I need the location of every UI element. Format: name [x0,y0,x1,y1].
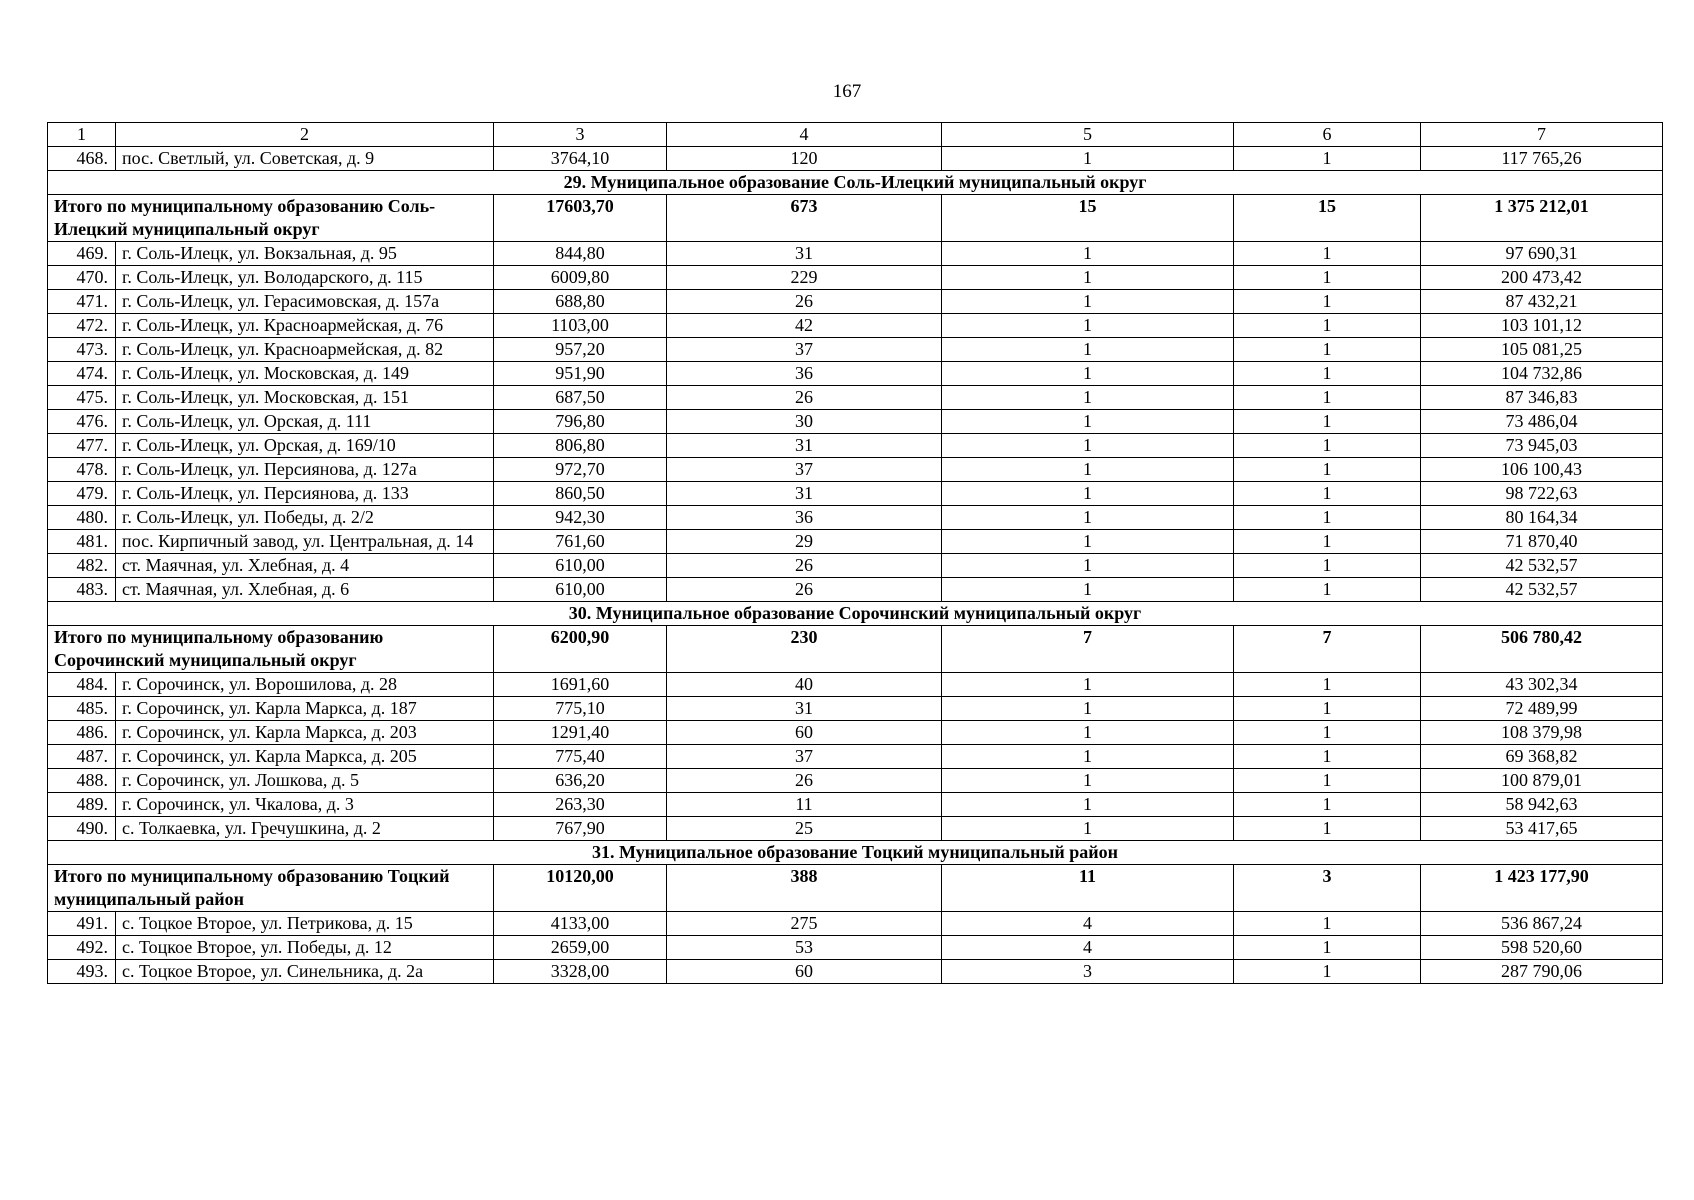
col5-cell: 1 [942,482,1234,506]
area-cell: 775,10 [494,697,667,721]
cost-cell: 87 346,83 [1421,386,1663,410]
table-row [48,793,1663,817]
area-cell: 860,50 [494,482,667,506]
col5-cell: 1 [942,697,1234,721]
area-cell: 610,00 [494,578,667,602]
table-row [48,338,1663,362]
address-cell: г. Сорочинск, ул. Карла Маркса, д. 203 [116,721,494,745]
area-cell: 1103,00 [494,314,667,338]
header-cell: 7 [1421,123,1663,147]
col4-cell: 36 [667,362,942,386]
col6-cell: 1 [1234,458,1421,482]
address-cell: г. Соль-Илецк, ул. Московская, д. 149 [116,362,494,386]
row-number: 470. [48,266,116,290]
col6-cell: 1 [1234,410,1421,434]
area-cell: 942,30 [494,506,667,530]
area-cell: 1691,60 [494,673,667,697]
col4-cell: 36 [667,506,942,530]
section-title: 30. Муниципальное образование Сорочинский муниципальный округ [48,602,1663,626]
cost-cell: 53 417,65 [1421,817,1663,841]
cost-cell: 103 101,12 [1421,314,1663,338]
col5-cell: 1 [942,266,1234,290]
address-cell: г. Соль-Илецк, ул. Володарского, д. 115 [116,266,494,290]
address-cell: ст. Маячная, ул. Хлебная, д. 6 [116,578,494,602]
row-number: 489. [48,793,116,817]
col5-cell: 1 [942,314,1234,338]
total-col4: 388 [667,865,942,912]
header-cell: 1 [48,123,116,147]
area-cell: 796,80 [494,410,667,434]
cost-cell: 200 473,42 [1421,266,1663,290]
row-number: 493. [48,960,116,984]
col5-cell: 1 [942,147,1234,171]
row-number: 476. [48,410,116,434]
cost-cell: 117 765,26 [1421,147,1663,171]
col4-cell: 37 [667,458,942,482]
cost-cell: 108 379,98 [1421,721,1663,745]
total-col6: 15 [1234,195,1421,242]
col6-cell: 1 [1234,314,1421,338]
total-row [48,626,1663,673]
col4-cell: 60 [667,960,942,984]
cost-cell: 73 945,03 [1421,434,1663,458]
table-row [48,506,1663,530]
cost-cell: 536 867,24 [1421,912,1663,936]
table-row [48,697,1663,721]
col6-cell: 1 [1234,434,1421,458]
col6-cell: 1 [1234,697,1421,721]
col4-cell: 31 [667,434,942,458]
address-cell: г. Сорочинск, ул. Чкалова, д. 3 [116,793,494,817]
address-cell: г. Сорочинск, ул. Карла Маркса, д. 205 [116,745,494,769]
col4-cell: 31 [667,697,942,721]
col5-cell: 1 [942,578,1234,602]
total-col4: 230 [667,626,942,673]
header-cell: 4 [667,123,942,147]
area-cell: 767,90 [494,817,667,841]
table-row [48,578,1663,602]
col5-cell: 1 [942,721,1234,745]
address-cell: г. Соль-Илецк, ул. Вокзальная, д. 95 [116,242,494,266]
area-cell: 610,00 [494,554,667,578]
header-cell: 3 [494,123,667,147]
area-cell: 806,80 [494,434,667,458]
area-cell: 844,80 [494,242,667,266]
header-cell: 2 [116,123,494,147]
table-row [48,434,1663,458]
col4-cell: 229 [667,266,942,290]
col4-cell: 26 [667,290,942,314]
cost-cell: 105 081,25 [1421,338,1663,362]
row-number: 487. [48,745,116,769]
table-row [48,362,1663,386]
address-cell: пос. Светлый, ул. Советская, д. 9 [116,147,494,171]
address-cell: г. Соль-Илецк, ул. Персиянова, д. 133 [116,482,494,506]
table-row [48,817,1663,841]
col4-cell: 37 [667,338,942,362]
col4-cell: 26 [667,386,942,410]
row-number: 472. [48,314,116,338]
total-label: Итого по муниципальному образованию Тоцкий муниципальный район [48,865,494,912]
total-area: 6200,90 [494,626,667,673]
row-number: 471. [48,290,116,314]
address-cell: с. Толкаевка, ул. Гречушкина, д. 2 [116,817,494,841]
total-cost: 1 375 212,01 [1421,195,1663,242]
cost-cell: 43 302,34 [1421,673,1663,697]
area-cell: 761,60 [494,530,667,554]
row-number: 484. [48,673,116,697]
area-cell: 688,80 [494,290,667,314]
cost-cell: 80 164,34 [1421,506,1663,530]
col5-cell: 3 [942,960,1234,984]
table-row [48,554,1663,578]
area-cell: 6009,80 [494,266,667,290]
col4-cell: 53 [667,936,942,960]
col6-cell: 1 [1234,506,1421,530]
col5-cell: 1 [942,290,1234,314]
col5-cell: 1 [942,745,1234,769]
table-row [48,147,1663,171]
area-cell: 687,50 [494,386,667,410]
col6-cell: 1 [1234,242,1421,266]
address-cell: пос. Кирпичный завод, ул. Центральная, д. 14 [116,530,494,554]
col5-cell: 1 [942,458,1234,482]
col5-cell: 1 [942,769,1234,793]
area-cell: 263,30 [494,793,667,817]
col6-cell: 1 [1234,673,1421,697]
table-row [48,314,1663,338]
table-row [48,386,1663,410]
table-row [48,769,1663,793]
row-number: 486. [48,721,116,745]
address-cell: г. Соль-Илецк, ул. Персиянова, д. 127а [116,458,494,482]
area-cell: 4133,00 [494,912,667,936]
total-area: 10120,00 [494,865,667,912]
col4-cell: 37 [667,745,942,769]
address-cell: с. Тоцкое Второе, ул. Петрикова, д. 15 [116,912,494,936]
header-cell: 6 [1234,123,1421,147]
section-header-row [48,171,1663,195]
row-number: 468. [48,147,116,171]
col6-cell: 1 [1234,266,1421,290]
total-col5: 15 [942,195,1234,242]
table-row [48,960,1663,984]
col4-cell: 25 [667,817,942,841]
total-col6: 3 [1234,865,1421,912]
row-number: 478. [48,458,116,482]
address-cell: г. Соль-Илецк, ул. Красноармейская, д. 76 [116,314,494,338]
area-cell: 775,40 [494,745,667,769]
col6-cell: 1 [1234,721,1421,745]
address-cell: с. Тоцкое Второе, ул. Победы, д. 12 [116,936,494,960]
section-title: 29. Муниципальное образование Соль-Илецкий муниципальный округ [48,171,1663,195]
cost-cell: 98 722,63 [1421,482,1663,506]
col4-cell: 11 [667,793,942,817]
table-row [48,721,1663,745]
area-cell: 1291,40 [494,721,667,745]
address-cell: ст. Маячная, ул. Хлебная, д. 4 [116,554,494,578]
cost-cell: 58 942,63 [1421,793,1663,817]
col5-cell: 1 [942,410,1234,434]
total-col4: 673 [667,195,942,242]
table-row [48,266,1663,290]
cost-cell: 97 690,31 [1421,242,1663,266]
col5-cell: 1 [942,506,1234,530]
area-cell: 972,70 [494,458,667,482]
table-row [48,912,1663,936]
header-cell: 5 [942,123,1234,147]
row-number: 469. [48,242,116,266]
area-cell: 957,20 [494,338,667,362]
table-row [48,458,1663,482]
section-title: 31. Муниципальное образование Тоцкий муниципальный район [48,841,1663,865]
row-number: 474. [48,362,116,386]
col5-cell: 1 [942,338,1234,362]
cost-cell: 104 732,86 [1421,362,1663,386]
col6-cell: 1 [1234,936,1421,960]
address-cell: г. Соль-Илецк, ул. Победы, д. 2/2 [116,506,494,530]
table-row [48,530,1663,554]
cost-cell: 100 879,01 [1421,769,1663,793]
total-row [48,865,1663,912]
row-number: 488. [48,769,116,793]
col6-cell: 1 [1234,338,1421,362]
cost-cell: 42 532,57 [1421,554,1663,578]
col4-cell: 275 [667,912,942,936]
address-cell: г. Сорочинск, ул. Лошкова, д. 5 [116,769,494,793]
col5-cell: 1 [942,362,1234,386]
cost-cell: 72 489,99 [1421,697,1663,721]
address-cell: г. Соль-Илецк, ул. Московская, д. 151 [116,386,494,410]
row-number: 481. [48,530,116,554]
address-cell: г. Сорочинск, ул. Ворошилова, д. 28 [116,673,494,697]
address-cell: г. Соль-Илецк, ул. Герасимовская, д. 157а [116,290,494,314]
cost-cell: 71 870,40 [1421,530,1663,554]
col6-cell: 1 [1234,530,1421,554]
total-area: 17603,70 [494,195,667,242]
col5-cell: 1 [942,817,1234,841]
row-number: 480. [48,506,116,530]
col6-cell: 1 [1234,912,1421,936]
total-row [48,195,1663,242]
row-number: 491. [48,912,116,936]
section-header-row [48,841,1663,865]
area-cell: 3328,00 [494,960,667,984]
total-col5: 11 [942,865,1234,912]
col4-cell: 42 [667,314,942,338]
col5-cell: 1 [942,242,1234,266]
total-col6: 7 [1234,626,1421,673]
area-cell: 636,20 [494,769,667,793]
cost-cell: 598 520,60 [1421,936,1663,960]
col4-cell: 26 [667,554,942,578]
table-row [48,290,1663,314]
col4-cell: 31 [667,242,942,266]
section-header-row [48,602,1663,626]
cost-cell: 87 432,21 [1421,290,1663,314]
row-number: 485. [48,697,116,721]
header-row [48,123,1663,147]
address-cell: г. Соль-Илецк, ул. Орская, д. 111 [116,410,494,434]
col6-cell: 1 [1234,147,1421,171]
col5-cell: 4 [942,936,1234,960]
address-cell: г. Соль-Илецк, ул. Красноармейская, д. 82 [116,338,494,362]
col6-cell: 1 [1234,769,1421,793]
row-number: 492. [48,936,116,960]
col6-cell: 1 [1234,482,1421,506]
cost-cell: 106 100,43 [1421,458,1663,482]
table-row [48,482,1663,506]
col4-cell: 60 [667,721,942,745]
col4-cell: 31 [667,482,942,506]
col4-cell: 26 [667,578,942,602]
address-cell: с. Тоцкое Второе, ул. Синельника, д. 2а [116,960,494,984]
col6-cell: 1 [1234,578,1421,602]
page-number: 167 [832,81,862,102]
col5-cell: 4 [942,912,1234,936]
cost-cell: 73 486,04 [1421,410,1663,434]
row-number: 473. [48,338,116,362]
area-cell: 3764,10 [494,147,667,171]
col6-cell: 1 [1234,793,1421,817]
col5-cell: 1 [942,530,1234,554]
table-row [48,673,1663,697]
col4-cell: 29 [667,530,942,554]
total-cost: 1 423 177,90 [1421,865,1663,912]
col6-cell: 1 [1234,362,1421,386]
col5-cell: 1 [942,554,1234,578]
col6-cell: 1 [1234,960,1421,984]
row-number: 475. [48,386,116,410]
total-col5: 7 [942,626,1234,673]
table-row [48,936,1663,960]
address-cell: г. Соль-Илецк, ул. Орская, д. 169/10 [116,434,494,458]
col6-cell: 1 [1234,554,1421,578]
col6-cell: 1 [1234,745,1421,769]
col4-cell: 30 [667,410,942,434]
table-row [48,410,1663,434]
col4-cell: 26 [667,769,942,793]
col6-cell: 1 [1234,817,1421,841]
total-cost: 506 780,42 [1421,626,1663,673]
col5-cell: 1 [942,386,1234,410]
col4-cell: 40 [667,673,942,697]
row-number: 483. [48,578,116,602]
housing-table [47,122,1663,984]
table-row [48,242,1663,266]
table-row [48,745,1663,769]
cost-cell: 69 368,82 [1421,745,1663,769]
total-label: Итого по муниципальному образованию Соль-Илецкий муниципальный округ [48,195,494,242]
table-body [48,123,1663,984]
total-label: Итого по муниципальному образованию Сорочинский муниципальный округ [48,626,494,673]
col5-cell: 1 [942,434,1234,458]
col6-cell: 1 [1234,386,1421,410]
row-number: 482. [48,554,116,578]
col5-cell: 1 [942,793,1234,817]
row-number: 479. [48,482,116,506]
area-cell: 951,90 [494,362,667,386]
cost-cell: 42 532,57 [1421,578,1663,602]
address-cell: г. Сорочинск, ул. Карла Маркса, д. 187 [116,697,494,721]
cost-cell: 287 790,06 [1421,960,1663,984]
col4-cell: 120 [667,147,942,171]
col5-cell: 1 [942,673,1234,697]
area-cell: 2659,00 [494,936,667,960]
row-number: 490. [48,817,116,841]
col6-cell: 1 [1234,290,1421,314]
row-number: 477. [48,434,116,458]
